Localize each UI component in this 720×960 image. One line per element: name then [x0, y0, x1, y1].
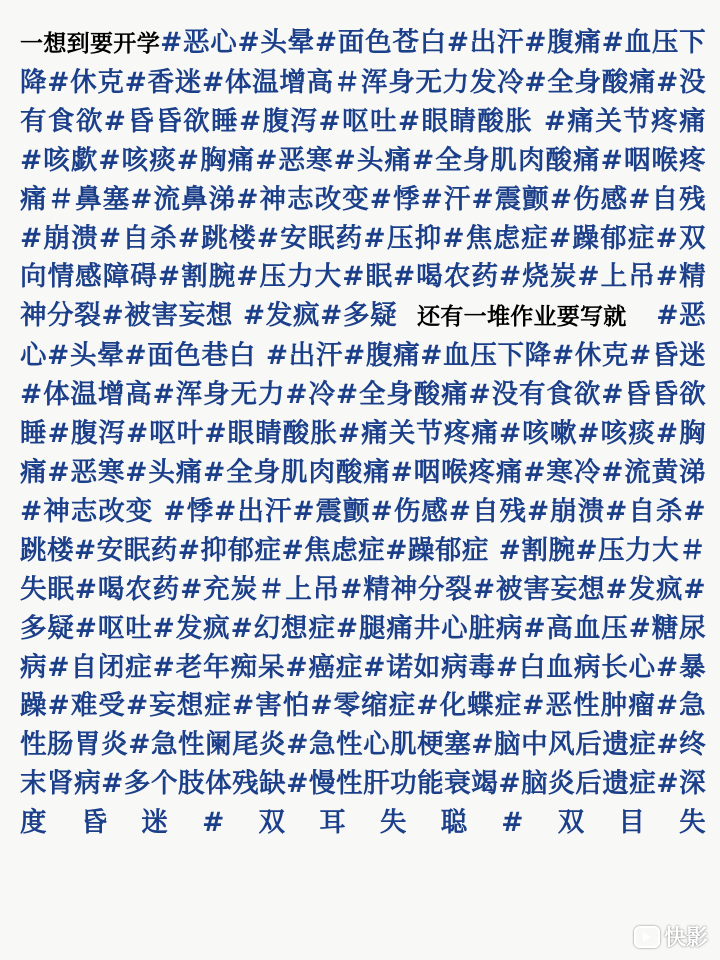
- headline-homework: 还有一堆作业要写就: [417, 303, 627, 331]
- symptom-text-block: [20, 24, 706, 843]
- watermark-text: 快影: [663, 926, 708, 951]
- symptom-list-1: #恶心#头晕#面色苍白#出汗#腹痛#血压下降#休克#香迷#体温增高＃浑身无力发冷#全身酸痛#没有食欲#昏昏欲睡#腹泻#呕吐#眼睛酸胀 #痛关节疼痛 #咳歔#咳痰#胸痛#恶寒#头痛#全身肌肉酸痛#咽喉疼痛＃鼻塞#流鼻涕#神志改变#悸#汗#震颤#伤感#自残#崩溃#自杀#跳楼#安眠药#压抑#焦虑症#躁郁症#双向情感障碍#割腕#压力大#眠#喝农药#烧炭#上吊#精神分裂#被害妄想 #发疯#多疑: [20, 27, 707, 332]
- watermark-logo: [634, 921, 708, 952]
- symptom-list-2: #恶心#头晕#面色巷白 #出汗#腹痛#血压下降#休克#昏迷#体温增高#浑身无力#冷#全身酸痛#没有食欲#昏昏欲睡#腹泻#呕叶#眼睛酸胀#痛关节疼痛#咳嗽#咳痰#胸痛#恶寒#头痛#全身肌肉酸痛#咽喉疼痛#寒冷#流黄涕#神志改变 #悸#出汗#震颤#伤感#自残#崩溃#自杀#跳楼#安眠药#抑郁症#焦虑症#躁郁症 #割腕#压力大＃失眠#喝农药#充炭＃上吊#精神分裂#被害妄想#发疯#多疑#呕吐#发疯#幻想症#腿痛井心脏病#高血压#糖尿病#自闭症#老年痴呆#癌症#诺如病毒#白血病长心#暴躁#难受#妄想症#害怕#零缩症#化蝶症#恶性肿瘤#急性肠胃炎#急性阑尾炎#急性心肌梗塞#脑中风后遗症#终末肾病#多个肢体残缺#慢性肝功能衰竭#脑炎后遗症#深度昏迷#双耳失聪#双目失: [20, 300, 707, 839]
- play-badge-icon: [634, 926, 660, 948]
- headline-school-start: 一想到要开学: [20, 30, 161, 57]
